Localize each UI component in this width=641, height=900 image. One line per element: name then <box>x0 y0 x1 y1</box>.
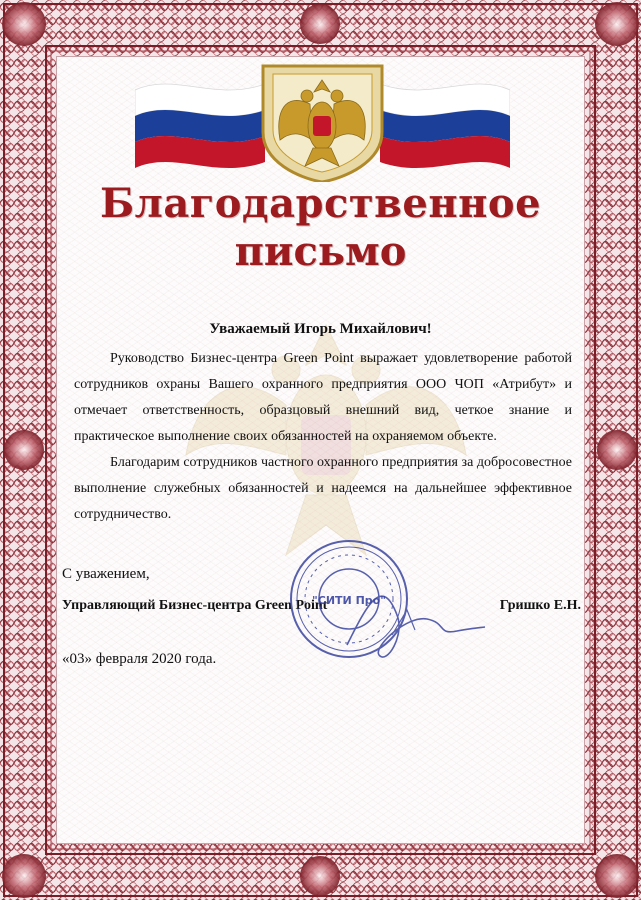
russian-flag-emblem-banner <box>135 62 510 182</box>
flag-left <box>135 84 265 168</box>
signatory-name: Гришко Е.Н. <box>499 598 581 613</box>
signatory-position: Управляющий Бизнес-центра Green Point <box>62 598 328 613</box>
stamp-center-text: "СИТИ Про" <box>312 594 386 607</box>
letter-date: «03» февраля 2020 года. <box>62 651 217 667</box>
flag-right <box>380 84 510 168</box>
company-stamp <box>287 535 487 680</box>
letter-body <box>74 346 572 528</box>
greeting: Уважаемый Игорь Михайлович! <box>209 321 432 337</box>
paragraph-1: Руководство Бизнес-центра Green Point выражает удовлетворение работой сотрудников охраны Вашего охранного предприятия ООО ЧОП «Атрибут» и отмечает ответственность, образцовый внешний вид, четкое знание и практическое выполнение своих обязанностей на охраняемом объекте. <box>74 351 572 444</box>
paragraph-2: Благодарим сотрудников частного охранного предприятия за добросовестное выполнение служебных обязанностей и надеемся на дальнейшее эффективное сотрудничество. <box>74 455 572 522</box>
closing: С уважением, <box>62 566 150 582</box>
title-line-1: Благодарственное <box>99 180 542 227</box>
coat-of-arms-shield <box>263 66 382 182</box>
title-line-2: письмо <box>234 228 407 275</box>
